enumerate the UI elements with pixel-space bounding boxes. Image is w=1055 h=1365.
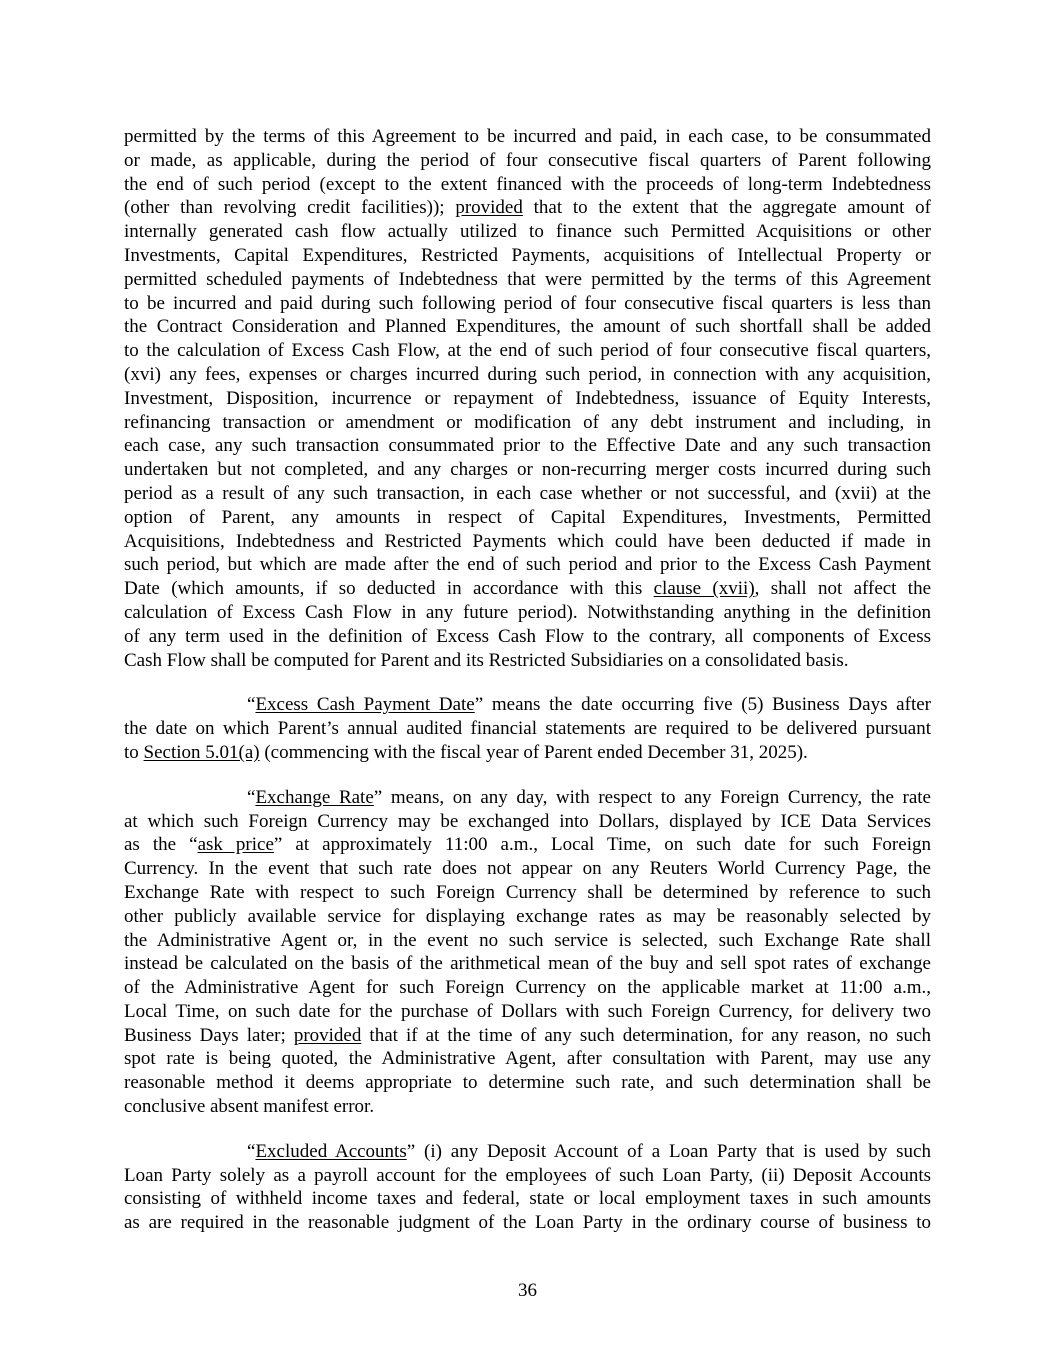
text-segment: Business Days later; bbox=[124, 1024, 294, 1046]
text-line bbox=[124, 268, 931, 292]
text-line bbox=[124, 149, 931, 173]
text-segment: Loan Party solely as a payroll account for the employees of such Loan Party, (ii) Deposit Accounts bbox=[124, 1164, 931, 1186]
text-segment: the end of such period (except to the extent financed with the proceeds of long-term Indebtedness bbox=[124, 173, 931, 195]
text-line bbox=[124, 339, 931, 363]
text-line bbox=[124, 717, 931, 741]
text-segment: Investments, Capital Expenditures, Restricted Payments, acquisitions of Intellectual Property or bbox=[124, 244, 931, 266]
text-line bbox=[124, 482, 931, 506]
text-segment: internally generated cash flow actually utilized to finance such Permitted Acquisitions or other bbox=[124, 221, 931, 243]
defined-term-underlined: ask price bbox=[197, 834, 274, 856]
text-line bbox=[124, 601, 931, 625]
text-segment: other publicly available service for displaying exchange rates as may be reasonably selected by bbox=[124, 905, 931, 927]
text-line bbox=[124, 173, 931, 197]
text-line bbox=[124, 458, 931, 482]
text-line bbox=[124, 363, 931, 387]
text-line bbox=[124, 411, 931, 435]
text-line bbox=[124, 1211, 931, 1235]
document-body bbox=[124, 125, 931, 1256]
defined-term-underlined: clause (xvii) bbox=[653, 578, 755, 600]
text-segment: each case, any such transaction consummated prior to the Effective Date and any such transaction bbox=[124, 435, 931, 457]
text-segment: ” (i) any Deposit Account of a Loan Party that is used by such bbox=[406, 1140, 931, 1162]
text-segment: Cash Flow shall be computed for Parent and its Restricted Subsidiaries on a consolidated basis. bbox=[124, 649, 849, 671]
text-segment: consisting of withheld income taxes and federal, state or local employment taxes in such amounts bbox=[124, 1188, 931, 1210]
text-line bbox=[124, 1164, 931, 1188]
text-segment: Currency. In the event that such rate does not appear on any Reuters World Currency Page, the bbox=[124, 858, 931, 880]
text-segment: to the calculation of Excess Cash Flow, at the end of such period of four consecutive fiscal quarters, bbox=[124, 340, 931, 362]
text-segment: as are required in the reasonable judgment of the Loan Party in the ordinary course of business to bbox=[124, 1212, 931, 1234]
text-segment: , shall not affect the bbox=[754, 578, 932, 600]
text-line bbox=[124, 881, 931, 905]
text-segment: instead be calculated on the basis of the arithmetical mean of the buy and sell spot rates of exchange bbox=[124, 953, 931, 975]
text-line bbox=[124, 929, 931, 953]
text-line bbox=[124, 976, 931, 1000]
text-line bbox=[124, 1071, 931, 1095]
text-line bbox=[124, 1095, 931, 1119]
text-segment: to bbox=[124, 741, 144, 763]
text-line bbox=[124, 196, 931, 220]
text-line bbox=[124, 810, 931, 834]
text-segment: the date on which Parent’s annual audited financial statements are required to be delivered pursuant bbox=[124, 718, 931, 740]
text-segment: as the “ bbox=[124, 834, 198, 856]
text-line bbox=[124, 833, 931, 857]
page-number: 36 bbox=[518, 1280, 537, 1301]
text-segment: option of Parent, any amounts in respect of Capital Expenditures, Investments, Permitted bbox=[124, 506, 931, 528]
text-segment: “ bbox=[247, 1140, 256, 1162]
text-segment: the Contract Consideration and Planned Expenditures, the amount of such shortfall shall be added bbox=[124, 316, 931, 338]
text-segment: spot rate is being quoted, the Administrative Agent, after consultation with Parent, may use any bbox=[124, 1048, 931, 1070]
paragraph bbox=[124, 786, 931, 1119]
text-line bbox=[124, 434, 931, 458]
text-line bbox=[124, 553, 931, 577]
text-line bbox=[124, 315, 931, 339]
text-segment: Investment, Disposition, incurrence or repayment of Indebtedness, issuance of Equity Interests, bbox=[124, 387, 931, 409]
text-line bbox=[124, 905, 931, 929]
text-segment: Exchange Rate with respect to such Foreign Currency shall be determined by reference to such bbox=[124, 881, 931, 903]
text-line bbox=[124, 506, 931, 530]
text-segment: permitted scheduled payments of Indebtedness that were permitted by the terms of this Agreement bbox=[124, 268, 931, 290]
text-segment: of any term used in the definition of Excess Cash Flow to the contrary, all components of Excess bbox=[124, 625, 931, 647]
text-segment: reasonable method it deems appropriate to determine such rate, and such determination shall be bbox=[124, 1072, 931, 1094]
text-line bbox=[124, 786, 931, 810]
text-segment: or made, as applicable, during the period of four consecutive fiscal quarters of Parent following bbox=[124, 149, 931, 171]
text-segment: at which such Foreign Currency may be exchanged into Dollars, displayed by ICE Data Services bbox=[124, 810, 931, 832]
text-segment: to be incurred and paid during such following period of four consecutive fiscal quarters is less than bbox=[124, 292, 931, 314]
text-line bbox=[124, 125, 931, 149]
text-segment: undertaken but not completed, and any charges or non-recurring merger costs incurred during such bbox=[124, 459, 931, 481]
text-segment: (xvi) any fees, expenses or charges incurred during such period, in connection with any acquisition, bbox=[124, 363, 931, 385]
text-segment: Date (which amounts, if so deducted in accordance with this bbox=[124, 578, 654, 600]
text-segment: such period, but which are made after the end of such period and prior to the Excess Cash Payment bbox=[124, 554, 931, 576]
defined-term-underlined: Excluded Accounts bbox=[255, 1140, 407, 1162]
text-segment: that to the extent that the aggregate amount of bbox=[522, 197, 931, 219]
text-line bbox=[124, 1187, 931, 1211]
text-line bbox=[124, 1000, 931, 1024]
text-segment: ” means, on any day, with respect to any Foreign Currency, the rate bbox=[373, 786, 931, 808]
text-segment: calculation of Excess Cash Flow in any future period). Notwithstanding anything in the definition bbox=[124, 601, 931, 623]
text-line bbox=[124, 857, 931, 881]
defined-term-underlined: provided bbox=[293, 1024, 362, 1046]
text-segment: ” means the date occurring five (5) Business Days after bbox=[474, 694, 931, 716]
text-line bbox=[124, 292, 931, 316]
paragraph bbox=[124, 1140, 931, 1235]
text-segment: conclusive absent manifest error. bbox=[124, 1096, 375, 1118]
text-line bbox=[124, 952, 931, 976]
text-segment: of the Administrative Agent for such Foreign Currency on the applicable market at 11:00 a.m., bbox=[124, 977, 931, 999]
defined-term-underlined: Exchange Rate bbox=[255, 786, 374, 808]
text-segment: (other than revolving credit facilities)); bbox=[124, 197, 456, 219]
text-segment: Local Time, on such date for the purchase of Dollars with such Foreign Currency, for delivery two bbox=[124, 1000, 931, 1022]
text-line bbox=[124, 387, 931, 411]
defined-term-underlined: Section 5.01(a) bbox=[143, 741, 260, 763]
text-line bbox=[124, 220, 931, 244]
text-line bbox=[124, 741, 931, 765]
text-segment: Acquisitions, Indebtedness and Restricted Payments which could have been deducted if made in bbox=[124, 530, 931, 552]
text-line bbox=[124, 244, 931, 268]
text-line bbox=[124, 1047, 931, 1071]
text-segment: that if at the time of any such determination, for any reason, no such bbox=[361, 1024, 931, 1046]
text-line bbox=[124, 530, 931, 554]
text-segment: ” at approximately 11:00 a.m., Local Time, on such date for such Foreign bbox=[273, 834, 931, 856]
paragraph bbox=[124, 125, 931, 672]
text-segment: permitted by the terms of this Agreement to be incurred and paid, in each case, to be consummated bbox=[124, 126, 931, 147]
text-segment: period as a result of any such transaction, in each case whether or not successful, and (xvii) at the bbox=[124, 482, 931, 504]
defined-term-underlined: provided bbox=[455, 197, 523, 219]
text-line bbox=[124, 1024, 931, 1048]
text-segment: (commencing with the fiscal year of Parent ended December 31, 2025). bbox=[259, 741, 808, 763]
text-line bbox=[124, 577, 931, 601]
text-line bbox=[124, 649, 931, 673]
text-segment: the Administrative Agent or, in the event no such service is selected, such Exchange Rate shall bbox=[124, 929, 931, 951]
text-segment: “ bbox=[247, 786, 256, 808]
text-line bbox=[124, 625, 931, 649]
text-segment: refinancing transaction or amendment or modification of any debt instrument and including, in bbox=[124, 411, 931, 433]
text-line bbox=[124, 693, 931, 717]
text-segment: “ bbox=[247, 694, 256, 716]
text-line bbox=[124, 1140, 931, 1164]
defined-term-underlined: Excess Cash Payment Date bbox=[255, 694, 475, 716]
paragraph bbox=[124, 693, 931, 764]
